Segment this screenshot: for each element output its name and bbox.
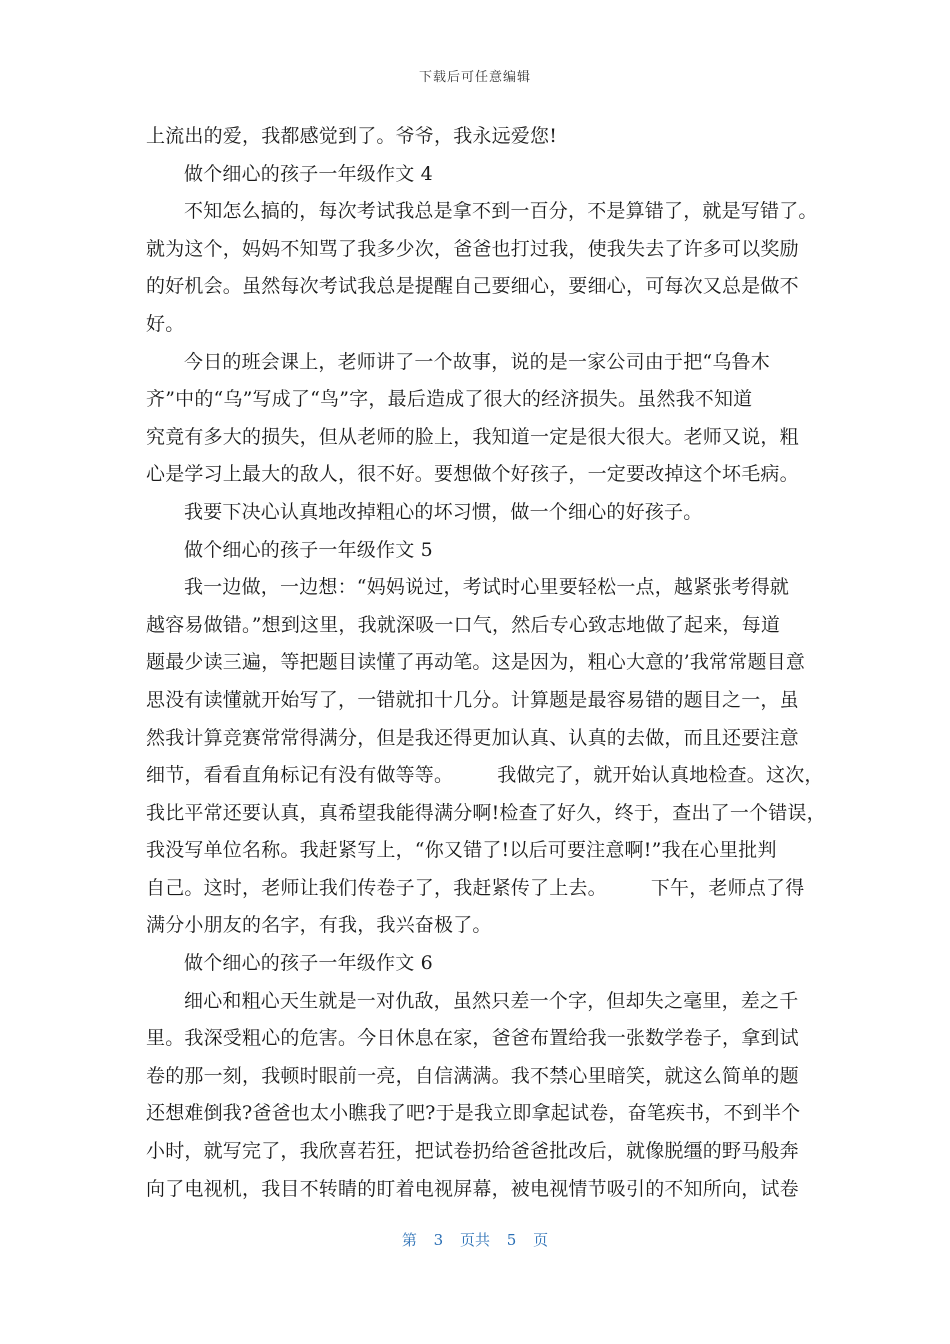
section-heading: 做个细心的孩子一年级作文 6	[184, 952, 433, 975]
text-line: 满分小朋友的名字，有我，我兴奋极了。	[146, 914, 492, 937]
text-line: 我比平常还要认真，真希望我能得满分啊!检查了好久，终于，查出了一个错误，	[146, 801, 826, 824]
text-line: 里。我深受粗心的危害。今日休息在家，爸爸布置给我一张数学卷子，拿到试	[146, 1027, 799, 1050]
text-line: 齐”中的“乌”写成了“鸟”字，最后造成了很大的经济损失。虽然我不知道	[146, 388, 753, 411]
text-line: 卷的那一刻，我顿时眼前一亮，自信满满。我不禁心里暗笑，就这么简单的题	[146, 1064, 799, 1087]
text-line: 心是学习上最大的敌人，很不好。要想做个好孩子，一定要改掉这个坏毛病。	[146, 463, 799, 486]
text-line: 今日的班会课上，老师讲了一个故事，说的是一家公司由于把“乌鲁木	[184, 350, 770, 373]
text-segment: 细节，看看直角标记有没有做等等。	[146, 764, 454, 787]
text-line: 然我计算竞赛常常得满分，但是我还得更加认真、认真的去做，而且还要注意	[146, 726, 799, 749]
text-line: 我没写单位名称。我赶紧写上，“你又错了!以后可要注意啊!”我在心里批判	[146, 839, 777, 862]
text-line: 向了电视机，我目不转睛的盯着电视屏幕，被电视情节吸引的不知所向，试卷	[146, 1177, 799, 1200]
text-line: 我一边做，一边想：“妈妈说过，考试时心里要轻松一点，越紧张考得就	[184, 576, 790, 599]
text-line: 细心和粗心天生就是一对仇敌，虽然只差一个字，但却失之毫里，差之千	[184, 989, 799, 1012]
text-line: 小时，就写完了，我欣喜若狂，把试卷扔给爸爸批改后，就像脱缰的野马般奔	[146, 1140, 799, 1163]
document-body	[146, 118, 826, 1208]
page-header: 下载后可任意编辑	[418, 70, 531, 85]
section-heading: 做个细心的孩子一年级作文 5	[184, 538, 433, 561]
text-segment: 我做完了，就开始认真地检查。这次，	[497, 764, 824, 787]
text-line: 好。	[146, 312, 185, 335]
page-number: 第 3 页共 5 页	[401, 1231, 549, 1249]
text-line: 就为这个，妈妈不知骂了我多少次，爸爸也打过我，使我失去了许多可以奖励	[146, 237, 799, 260]
section-heading: 做个细心的孩子一年级作文 4	[184, 162, 433, 185]
text-line: 的好机会。虽然每次考试我总是提醒自己要细心，要细心，可每次又总是做不	[146, 275, 799, 298]
text-line: 还想难倒我?爸爸也太小瞧我了吧?于是我立即拿起试卷，奋笔疾书，不到半个	[146, 1102, 801, 1125]
text-line: 我要下决心认真地改掉粗心的坏习惯，做一个细心的好孩子。	[184, 500, 703, 523]
text-segment: 下午，老师点了得	[650, 876, 805, 899]
text-line: 题最少读三遍，等把题目读懂了再动笔。这是因为，粗心大意的’我常常题目意	[146, 651, 806, 674]
text-line	[146, 870, 816, 908]
text-line: 究竟有多大的损失，但从老师的脸上，我知道一定是很大很大。老师又说，粗	[146, 425, 799, 448]
text-line	[146, 757, 824, 795]
text-segment: 自己。这时，老师让我们传卷子了，我赶紧传了上去。	[146, 876, 607, 899]
text-line: 思没有读懂就开始写了，一错就扣十几分。计算题是最容易错的题目之一，虽	[146, 688, 799, 711]
text-line: 越容易做错。”想到这里，我就深吸一口气，然后专心致志地做了起来，每道	[146, 613, 781, 636]
text-line: 不知怎么搞的，每次考试我总是拿不到一百分，不是算错了，就是写错了。	[184, 200, 818, 223]
text-line: 上流出的爱，我都感觉到了。爷爷，我永远爱您!	[146, 125, 558, 147]
